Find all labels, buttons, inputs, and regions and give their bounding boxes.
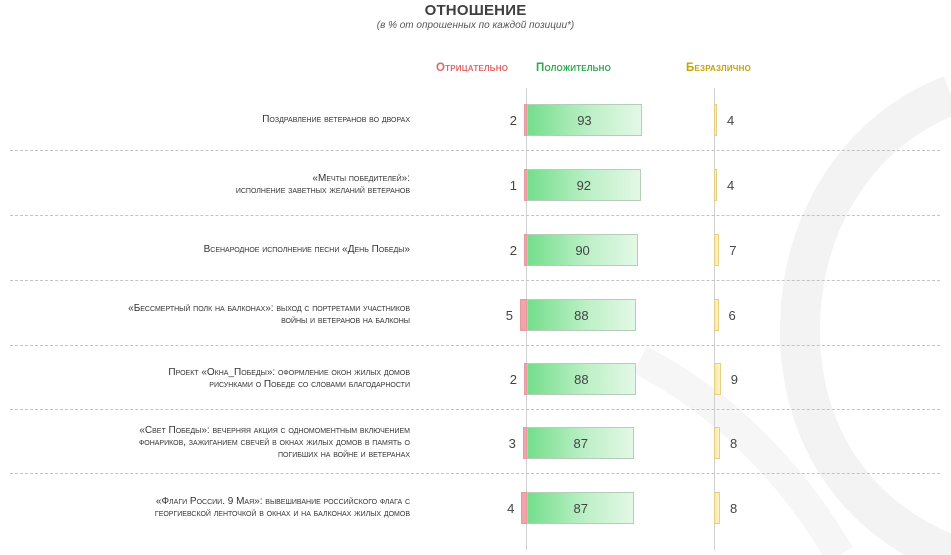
row-separator	[10, 409, 940, 410]
negative-value: 5	[505, 307, 513, 323]
indifferent-bar	[714, 169, 717, 201]
row-separator	[10, 345, 940, 346]
negative-value: 3	[508, 435, 516, 451]
chart-row	[0, 347, 951, 411]
chart-row	[0, 476, 951, 540]
category-label: Всенародное исполнение песни «День Победы»	[203, 244, 410, 255]
legend-indifferent: Безразлично	[686, 62, 752, 74]
indifferent-bar	[714, 299, 719, 331]
negative-value: 4	[507, 500, 515, 516]
negative-value: 2	[509, 242, 517, 258]
indifferent-bar	[714, 104, 717, 136]
positive-bar: 92	[527, 169, 641, 201]
indifferent-value: 9	[730, 371, 738, 387]
indifferent-bar	[714, 492, 720, 524]
positive-bar: 90	[527, 234, 638, 266]
chart-title: ОТНОШЕНИЕ	[424, 2, 527, 19]
positive-bar: 93	[527, 104, 642, 136]
negative-value: 2	[509, 112, 517, 128]
row-separator	[10, 150, 940, 151]
category-label: «Флаги России. 9 Мая»: вывешивание российского флага с георгиевской ленточкой в окнах и на балконах жилых домов	[154, 496, 410, 519]
chart-row	[0, 411, 951, 475]
row-separator	[10, 280, 940, 281]
category-label: «Свет Победы»: вечерняя акция с одномоментным включением фонариков, зажиганием свечей в окнах жилых домов в память о погибших на войне и ветеранах	[138, 425, 410, 460]
category-label: Проект «Окна_Победы»: оформление окон жилых домов рисунками о Победе со словами благодарности	[168, 367, 410, 390]
indifferent-value: 8	[730, 435, 738, 451]
negative-value: 1	[509, 177, 517, 193]
chart-row	[0, 153, 951, 217]
row-separator	[10, 215, 940, 216]
indifferent-value: 8	[730, 500, 738, 516]
negative-bar	[520, 299, 527, 331]
category-label: «Бессмертный полк на балконах»: выход с портретами участников войны и ветеранов на балконы	[128, 303, 410, 326]
positive-bar: 87	[527, 492, 634, 524]
indifferent-bar	[714, 363, 721, 395]
indifferent-value: 4	[727, 112, 735, 128]
category-label: Поздравление ветеранов во дворах	[262, 114, 410, 125]
positive-bar: 88	[527, 363, 636, 395]
category-label: «Мечты победителей»: исполнение заветных желаний ветеранов	[235, 173, 410, 196]
positive-bar: 87	[527, 427, 634, 459]
negative-value: 2	[509, 371, 517, 387]
indifferent-bar	[714, 234, 719, 266]
indifferent-bar	[714, 427, 720, 459]
row-separator	[10, 473, 940, 474]
positive-bar: 88	[527, 299, 636, 331]
chart-row	[0, 283, 951, 347]
legend-positive: Положительно	[536, 62, 611, 74]
indifferent-value: 6	[728, 307, 736, 323]
indifferent-value: 7	[729, 242, 737, 258]
chart-row	[0, 218, 951, 282]
legend-negative: Отрицательно	[436, 62, 509, 74]
indifferent-value: 4	[727, 177, 735, 193]
chart-subtitle: (в % от опрошенных по каждой позиции*)	[376, 20, 575, 31]
chart-row	[0, 88, 951, 152]
